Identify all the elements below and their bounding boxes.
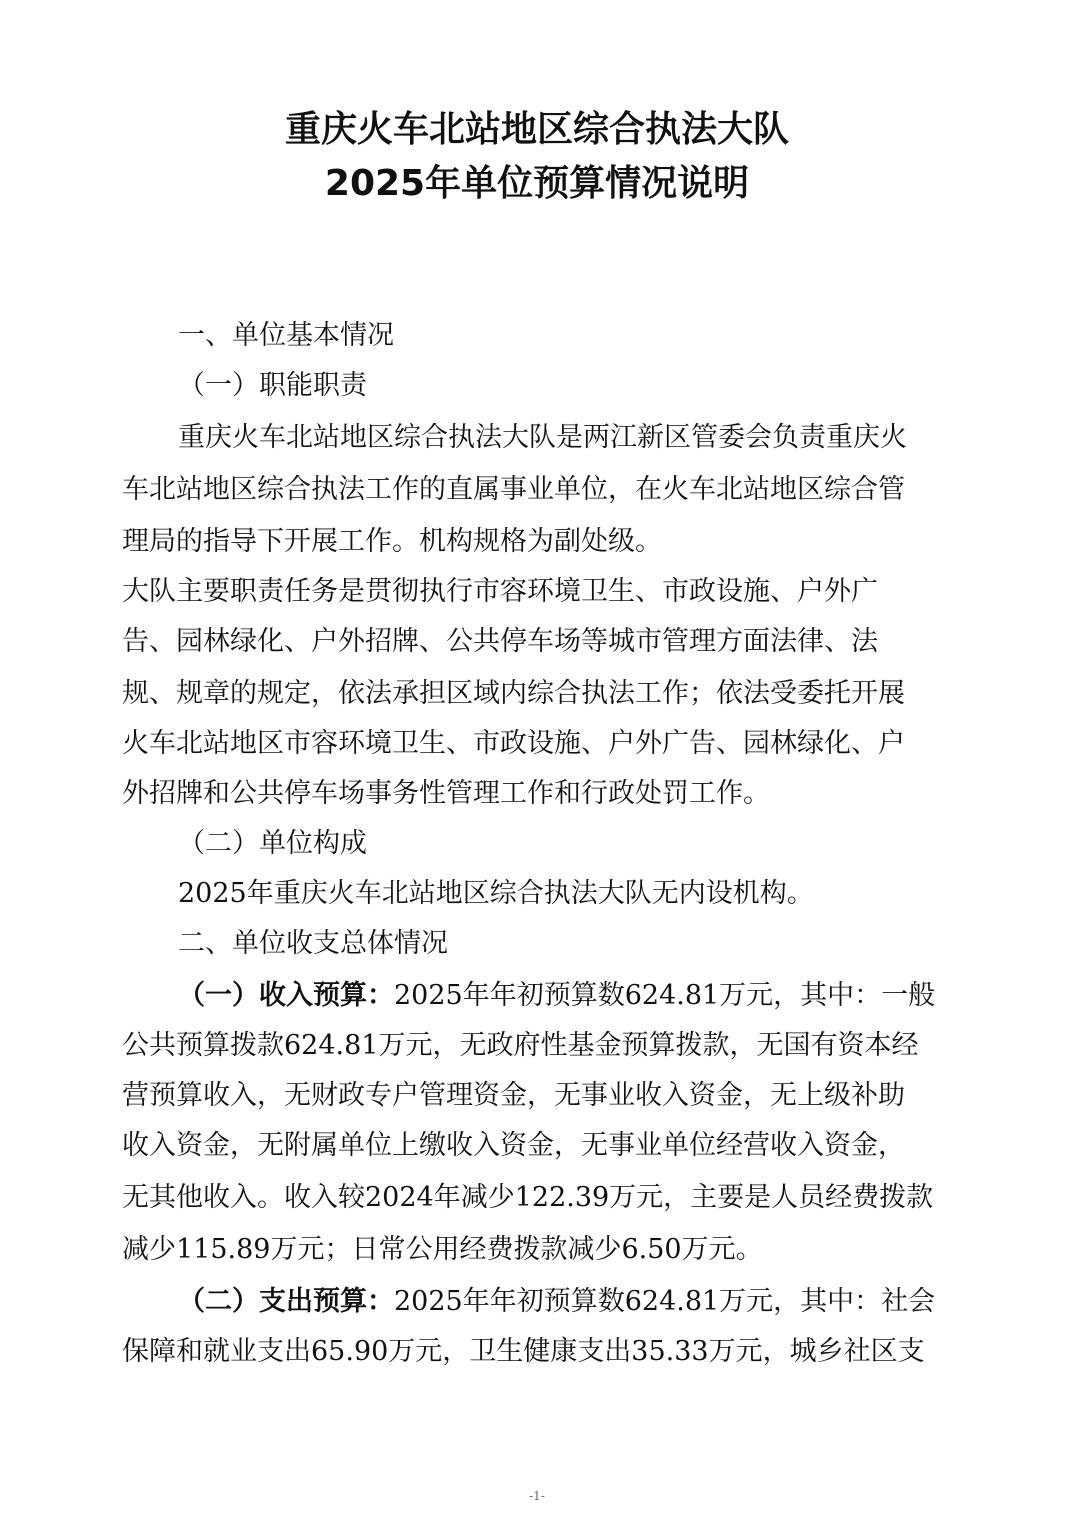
paragraph-1-line-2: 车北站地区综合执法工作的直属事业单位，在火车北站地区综合管	[122, 474, 905, 505]
paragraph-4-line-2: 公共预算拨款624.81万元，无政府性基金预算拨款，无国有资本经	[122, 1030, 919, 1061]
document-title-line-2: 2025年单位预算情况说明	[324, 163, 750, 204]
section-2-heading: 二、单位收支总体情况	[178, 928, 448, 959]
section-1-subheading-1: （一）职能职责	[178, 370, 367, 401]
paragraph-4-line-1	[178, 978, 935, 1014]
paragraph-4-line-4: 收入资金，无附属单位上缴收入资金，无事业单位经营收入资金，	[122, 1130, 905, 1161]
section-1-heading: 一、单位基本情况	[178, 320, 394, 351]
paragraph-2-line-1: 大队主要职责任务是贯彻执行市容环境卫生、市政设施、户外广	[122, 576, 878, 607]
paragraph-4-line-1-text: 2025年年初预算数624.81万元，其中：一般	[394, 980, 936, 1011]
section-1-subheading-2: （二）单位构成	[178, 828, 367, 859]
paragraph-5-line-2: 保障和就业支出65.90万元，卫生健康支出35.33万元，城乡社区支	[122, 1336, 925, 1367]
income-budget-label: （一）收入预算：	[178, 980, 394, 1011]
document-title-line-1: 重庆火车北站地区综合执法大队	[284, 109, 789, 150]
paragraph-5-line-1	[178, 1284, 935, 1320]
page-number: -1-	[529, 1489, 545, 1503]
paragraph-2-line-2: 告、园林绿化、户外招牌、公共停车场等城市管理方面法律、法	[122, 626, 878, 657]
paragraph-4-line-6: 减少115.89万元；日常公用经费拨款减少6.50万元。	[122, 1234, 763, 1265]
paragraph-2-line-5: 外招牌和公共停车场事务性管理工作和行政处罚工作。	[122, 778, 770, 809]
paragraph-4-line-3: 营预算收入，无财政专户管理资金，无事业收入资金，无上级补助	[122, 1080, 905, 1111]
paragraph-5-line-1-text: 2025年年初预算数624.81万元，其中：社会	[394, 1286, 936, 1317]
paragraph-2-line-3: 规、规章的规定，依法承担区域内综合执法工作；依法受委托开展	[122, 678, 905, 709]
expenditure-budget-label: （二）支出预算：	[178, 1286, 394, 1317]
paragraph-2-line-4: 火车北站地区市容环境卫生、市政设施、户外广告、园林绿化、户	[122, 728, 905, 759]
paragraph-1-line-1: 重庆火车北站地区综合执法大队是两江新区管委会负责重庆火	[178, 422, 907, 453]
paragraph-3-line-1: 2025年重庆火车北站地区综合执法大队无内设机构。	[178, 878, 814, 909]
paragraph-1-line-3: 理局的指导下开展工作。机构规格为副处级。	[122, 526, 662, 557]
paragraph-4-line-5: 无其他收入。收入较2024年减少122.39万元，主要是人员经费拨款	[122, 1182, 934, 1213]
